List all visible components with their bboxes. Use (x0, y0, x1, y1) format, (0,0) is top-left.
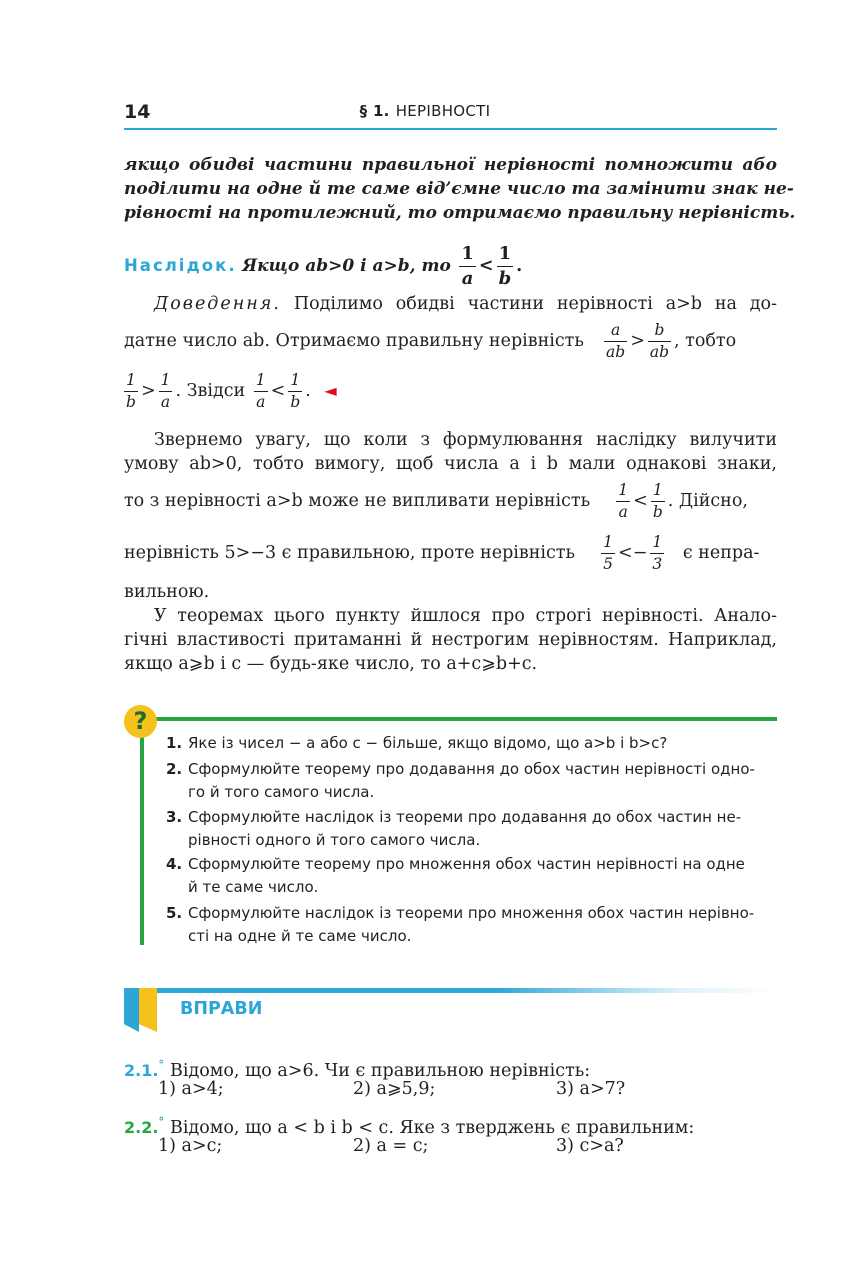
corollary-text: Якщо ab>0 і a>b, то (242, 256, 451, 276)
exercise-2-2: 2.2.° Відомо, що a < b і b < c. Яке з тверджень є правильним: (124, 1115, 695, 1138)
corollary-operator: < (478, 256, 494, 276)
remark-line-4: нерівність 5>−3 є правильною, проте нерівність $\frac{1}{5}$ <− $\frac{1}{3}$ є непра- (124, 532, 760, 573)
para2-line-2: гічні властивості притаманні й нестрогим нерівностям. Наприклад, (124, 630, 777, 650)
exercises-tab-yellow (139, 988, 157, 1032)
exercise-option: 3) a>7? (556, 1079, 626, 1099)
proof-fraction-1-a: $\frac{1}{a}$ (160, 370, 171, 411)
header-rule (124, 128, 777, 130)
question-item: 2. Сформулюйте теорему про додавання до обох частин нерівності одно- го й того самого числа. (166, 760, 755, 801)
proof-end-mark-icon: ◄ (324, 381, 337, 400)
remark-line-1: Звернемо увагу, що коли з формулювання наслідку вилучити (154, 430, 777, 450)
questions-side-rule (140, 733, 144, 945)
proof-fraction-1-a-2: $\frac{1}{a}$ (255, 370, 266, 411)
theorem-line-1: якщо обидві частини правильної нерівності помножити або (124, 155, 777, 175)
exercises-header-bar (144, 988, 777, 993)
proof-line-1-text: Поділимо обидві частини нерівності a>b на до- (293, 294, 777, 314)
remark-fraction-1-5: $\frac{1}{5}$ (603, 532, 614, 573)
para2-line-1: У теоремах цього пункту йшлося про строгі нерівності. Анало- (154, 606, 777, 626)
questions-top-rule (148, 717, 777, 721)
remark-line-2: умову ab>0, тобто вимогу, щоб числа a і b мали однакові знаки, (124, 454, 777, 474)
exercise-option: 2) a = c; (353, 1136, 429, 1156)
exercises-title: ВПРАВИ (180, 999, 263, 1019)
exercise-number: 2.1. (124, 1060, 159, 1080)
question-item: 1. Яке із чисел − a або c − більше, якщо відомо, що a>b і b>c? (166, 734, 668, 752)
remark-fraction-1-a: $\frac{1}{a}$ (618, 480, 629, 521)
exercise-option: 2) a⩾5,9; (353, 1079, 436, 1099)
question-item: 3. Сформулюйте наслідок із теореми про додавання до обох частин не- рівності одного й того самого числа. (166, 808, 742, 849)
exercise-option: 3) c>a? (556, 1136, 624, 1156)
remark-fraction-1-3: $\frac{1}{3}$ (652, 532, 663, 573)
remark-line-5: вильною. (124, 582, 210, 602)
section-symbol: § 1. (359, 102, 390, 120)
exercise-option: 1) a>c; (158, 1136, 223, 1156)
exercises-tab-blue (124, 988, 139, 1032)
corollary-fraction-2: $\frac{1}{b}$ (498, 243, 512, 289)
proof-fraction-1-b: $\frac{1}{b}$ (126, 370, 136, 411)
proof-line-2: датне число ab. Отримаємо правильну нерівність $\frac{a}{ab}$ > $\frac{b}{ab}$ , тобто (124, 320, 737, 361)
exercise-number: 2.2. (124, 1117, 159, 1137)
exercise-2-1: 2.1.° Відомо, що a>6. Чи є правильною нерівність: (124, 1058, 591, 1081)
theorem-line-2: поділити на одне й те саме від’ємне число та замінити знак не- (124, 179, 794, 199)
proof-line-3: $\frac{1}{b}$ > $\frac{1}{a}$ . Звідси $\frac{1}{a}$ < $\frac{1}{b}$ . ◄ (126, 370, 337, 411)
exercise-text: Відомо, що a < b і b < c. Яке з тверджень є правильним: (170, 1117, 695, 1138)
proof-fraction-1-b-2: $\frac{1}{b}$ (290, 370, 301, 411)
theorem-line-3: рівності на протилежний, то отримаємо правильну нерівність. (124, 203, 796, 223)
proof-fraction-a-ab: $\frac{a}{ab}$ (606, 320, 626, 361)
proof-fraction-b-ab: $\frac{b}{ab}$ (649, 320, 670, 361)
para2-line-3: якщо a⩾b і c — будь-яке число, то a+c⩾b+c. (124, 654, 538, 674)
remark-fraction-1-b: $\frac{1}{b}$ (652, 480, 663, 521)
section-name: НЕРІВНОСТІ (395, 102, 491, 120)
section-title (0, 102, 850, 120)
corollary-fraction-1: $\frac{1}{a}$ (461, 243, 474, 289)
corollary: Наслідок. Якщо ab>0 і a>b, то $\frac{1}{a}$ < $\frac{1}{b}$ . (124, 243, 523, 289)
exercise-text: Відомо, що a>6. Чи є правильною нерівність: (170, 1060, 591, 1081)
remark-line-3: то з нерівності a>b може не випливати нерівність $\frac{1}{a}$ < $\frac{1}{b}$ . Дійсно, (124, 480, 748, 521)
question-mark-icon: ? (124, 705, 157, 738)
proof-label: Доведення. (154, 294, 281, 314)
proof-line-1 (124, 292, 777, 316)
page-number: 14 (124, 101, 151, 123)
question-item: 5. Сформулюйте наслідок із теореми про множення обох частин нерівно- сті на одне й те саме число. (166, 904, 755, 945)
exercise-option: 1) a>4; (158, 1079, 224, 1099)
question-item: 4. Сформулюйте теорему про множення обох частин нерівності на одне й те саме число. (166, 855, 745, 896)
corollary-label: Наслідок. (124, 256, 237, 275)
